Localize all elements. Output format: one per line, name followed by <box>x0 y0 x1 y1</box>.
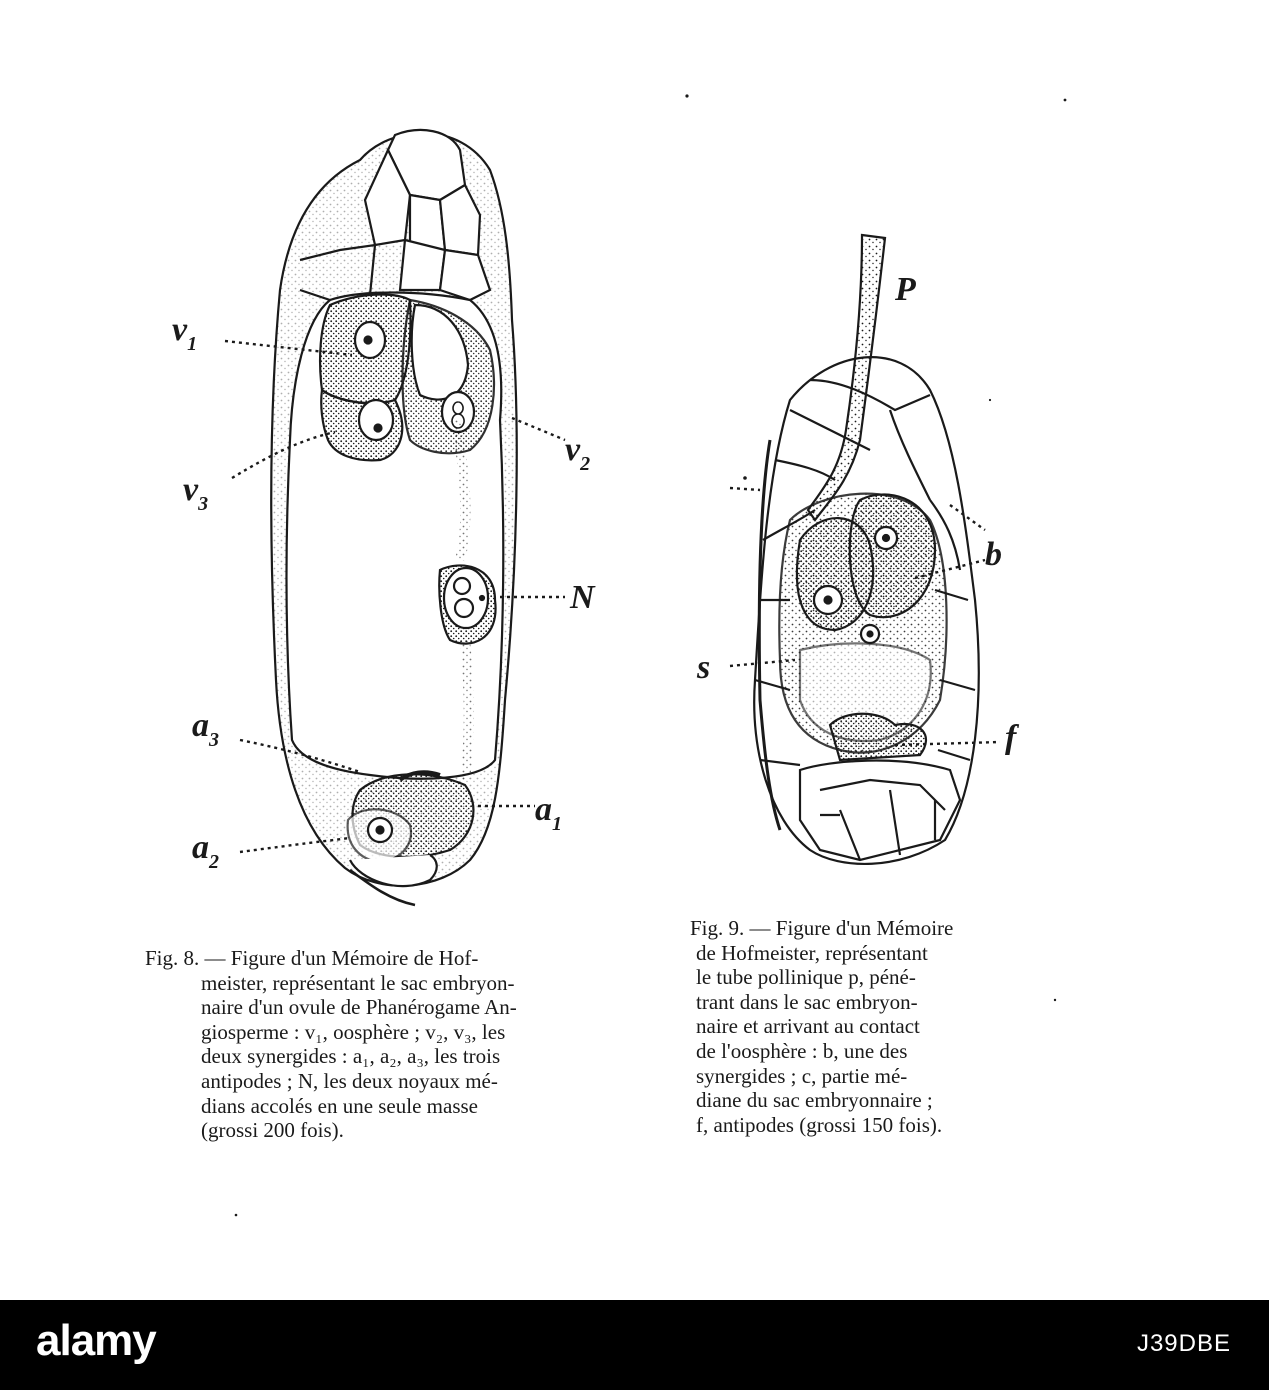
stock-footer-bar <box>0 1300 1269 1390</box>
fig9-caption-line: de Hofmeister, représentant <box>696 940 928 965</box>
fig8-caption-line: dians accolés en une seule masse <box>201 1093 478 1118</box>
fig8-drawing <box>271 130 517 905</box>
svg-text:s: s <box>697 649 711 686</box>
svg-text:a1: $a_1$ <box>535 791 562 835</box>
alamy-logo: alamy <box>36 1316 156 1365</box>
svg-text:N: N <box>570 579 595 616</box>
fig9-caption-line: trant dans le sac embryon- <box>696 989 918 1014</box>
fig9-caption <box>690 916 1050 1137</box>
fig9-caption-line: naire et arrivant au contact <box>696 1014 920 1039</box>
stock-image-id: J39DBE <box>1136 1330 1231 1357</box>
fig9-caption-line: le tube pollinique p, péné- <box>696 965 916 990</box>
fig8-caption-line: antipodes ; N, les deux noyaux mé- <box>201 1068 498 1093</box>
svg-text:v1: $v_1$ <box>172 311 198 355</box>
fig9-caption-line: Fig. 9. — Figure d'un Mémoire <box>690 916 954 940</box>
fig8-caption-line: giosperme : v₁, oosphère ; v₂, v₃, les <box>201 1019 506 1044</box>
svg-text:v3: $v_3$ <box>183 471 209 515</box>
fig8-caption-line: deux synergides : a₁, a₂, a₃, les trois <box>201 1044 501 1069</box>
fig8-caption <box>145 946 635 1143</box>
svg-text:a3: $a_3$ <box>192 707 219 751</box>
svg-text:v2: $v_2$ <box>565 431 591 475</box>
fig9-pollen-tube <box>808 235 885 520</box>
svg-text:a2: $a_2$ <box>192 829 219 873</box>
svg-text:f: f <box>1005 719 1017 756</box>
fig9-caption-line: f, antipodes (grossi 150 fois). <box>696 1112 943 1137</box>
fig8-caption-line: (grossi 200 fois). <box>201 1118 344 1143</box>
fig9-drawing <box>754 235 979 864</box>
svg-text:b: b <box>985 536 1002 573</box>
fig8-caption-line: meister, représentant le sac embryon- <box>201 970 515 995</box>
fig9-caption-line: synergides ; c, partie mé- <box>696 1063 908 1088</box>
fig9-caption-line: de l'oosphère : b, une des <box>696 1038 908 1063</box>
fig9-caption-line: diane du sac embryonnaire ; <box>696 1088 933 1113</box>
fig8-caption-line: Fig. 8. — Figure d'un Mémoire de Hof- <box>145 946 479 970</box>
fig8-caption-line: naire d'un ovule de Phanérogame An- <box>201 995 517 1020</box>
svg-text:P: P <box>895 271 916 308</box>
